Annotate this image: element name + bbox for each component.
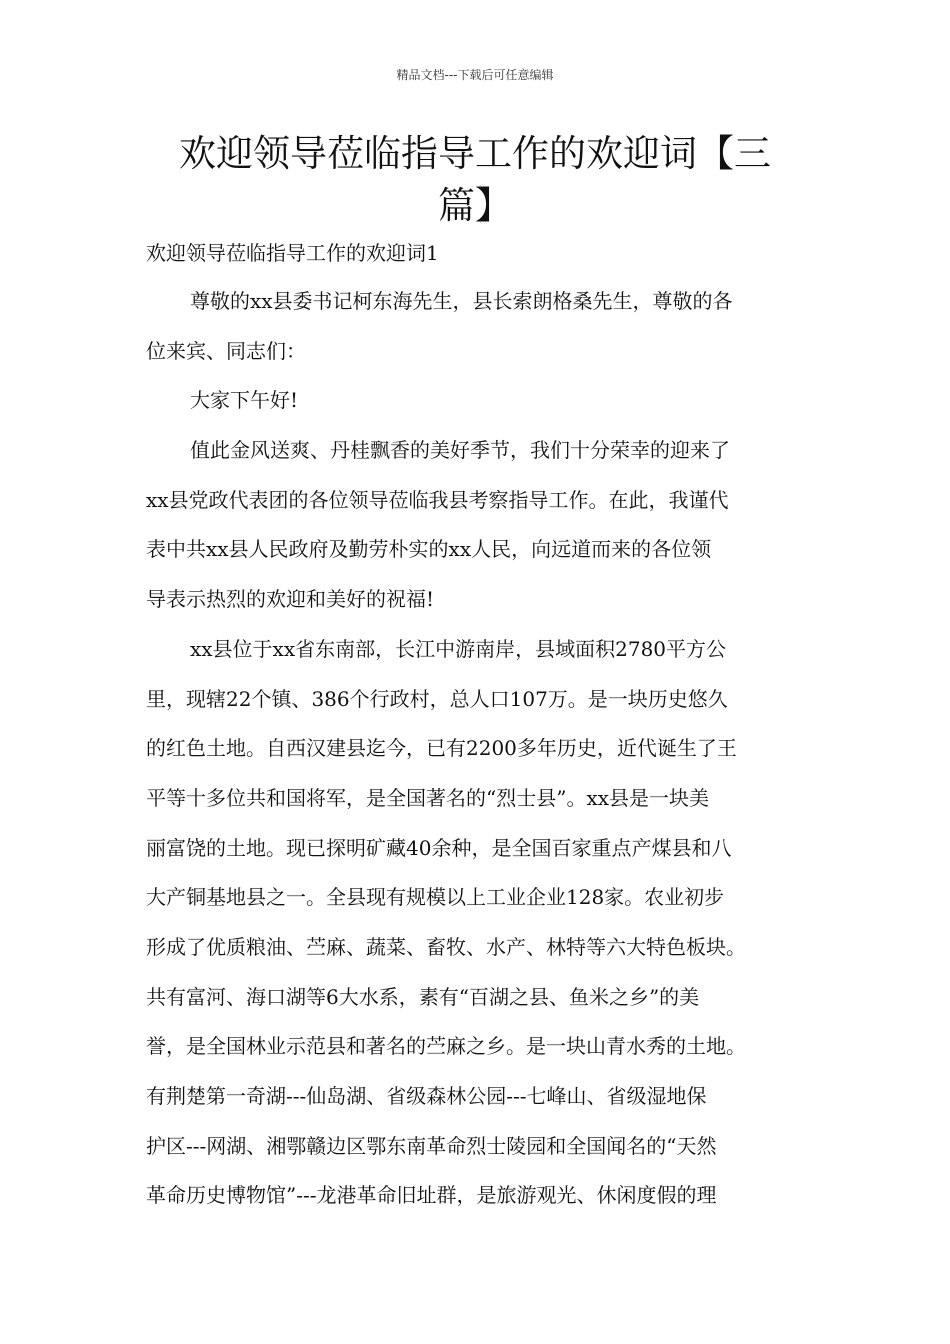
body-line: [146, 584, 818, 634]
body-line: [146, 982, 818, 1032]
body-line: [146, 286, 818, 336]
body-line-text: 值此金风送爽、丹桂飘香的美好季节，我们十分荣幸的迎来了: [190, 438, 730, 463]
body-line: [146, 1180, 818, 1230]
body-line: [146, 1131, 818, 1181]
body-line-text: 大家下午好!: [190, 388, 299, 413]
body-line: [146, 733, 818, 783]
body-line: [146, 684, 818, 734]
body-line: [146, 882, 818, 932]
body-line-text: 共有富河、海口湖等6大水系，素有“百湖之县、鱼米之乡”的美: [146, 984, 700, 1009]
body-line-text: 有荆楚第一奇湖---仙岛湖、省级森林公园---七峰山、省级湿地保: [146, 1084, 707, 1108]
body-line-text: xx县党政代表团的各位领导莅临我县考察指导工作。在此，我谨代: [146, 487, 729, 512]
body-line: [146, 932, 818, 982]
title-line-1: 欢迎领导莅临指导工作的欢迎词【三: [179, 132, 771, 175]
body-line: [146, 783, 818, 833]
body-line-text: 平等十多位共和国将军，是全国著名的“烈士县”。xx县是一块美: [146, 785, 710, 810]
body-line-text: 誉，是全国林业示范县和著名的苎麻之乡。是一块山青水秀的土地。: [146, 1034, 746, 1059]
document-body: [146, 286, 818, 1230]
body-line: [146, 534, 818, 584]
body-line: [146, 833, 818, 883]
body-line: [146, 1081, 818, 1131]
body-line: [146, 485, 818, 535]
body-line: [146, 385, 818, 435]
body-line-text: xx县位于xx省东南部，长江中游南岸，县域面积2780平方公: [190, 636, 727, 661]
body-line-text: 革命历史博物馆”---龙港革命旧址群，是旅游观光、休闲度假的理: [146, 1183, 717, 1208]
body-line-text: 里，现辖22个镇、386个行政村，总人口107万。是一块历史悠久: [146, 686, 728, 711]
body-line: [146, 336, 818, 386]
body-line-text: 尊敬的xx县委书记柯东海先生，县长索朗格桑先生，尊敬的各: [190, 289, 733, 313]
body-line-text: 表中共xx县人民政府及勤劳朴实的xx人民，向远道而来的各位领: [146, 537, 712, 562]
body-line-text: 大产铜基地县之一。全县现有规模以上工业企业128家。农业初步: [146, 885, 725, 910]
document-title: [140, 128, 810, 232]
body-line-text: 形成了优质粮油、苎麻、蔬菜、畜牧、水产、林特等六大特色板块。: [146, 934, 746, 959]
page-header: 精品文档---下载后可任意编辑: [396, 68, 554, 82]
body-line-text: 护区---网湖、湘鄂赣边区鄂东南革命烈士陵园和全国闻名的“天然: [146, 1133, 717, 1158]
body-line-text: 的红色土地。自西汉建县迄今，已有2200多年历史，近代诞生了王: [146, 736, 737, 761]
body-line: [146, 634, 818, 684]
body-line-text: 丽富饶的土地。现已探明矿藏40余种，是全国百家重点产煤县和八: [146, 835, 732, 860]
title-line-2: 篇】: [438, 184, 512, 227]
section-heading: 欢迎领导莅临指导工作的欢迎词1: [146, 241, 439, 265]
body-line-text: 位来宾、同志们：: [146, 338, 306, 363]
body-line-text: 导表示热烈的欢迎和美好的祝福!: [146, 587, 435, 612]
body-line: [146, 1031, 818, 1081]
body-line: [146, 435, 818, 485]
